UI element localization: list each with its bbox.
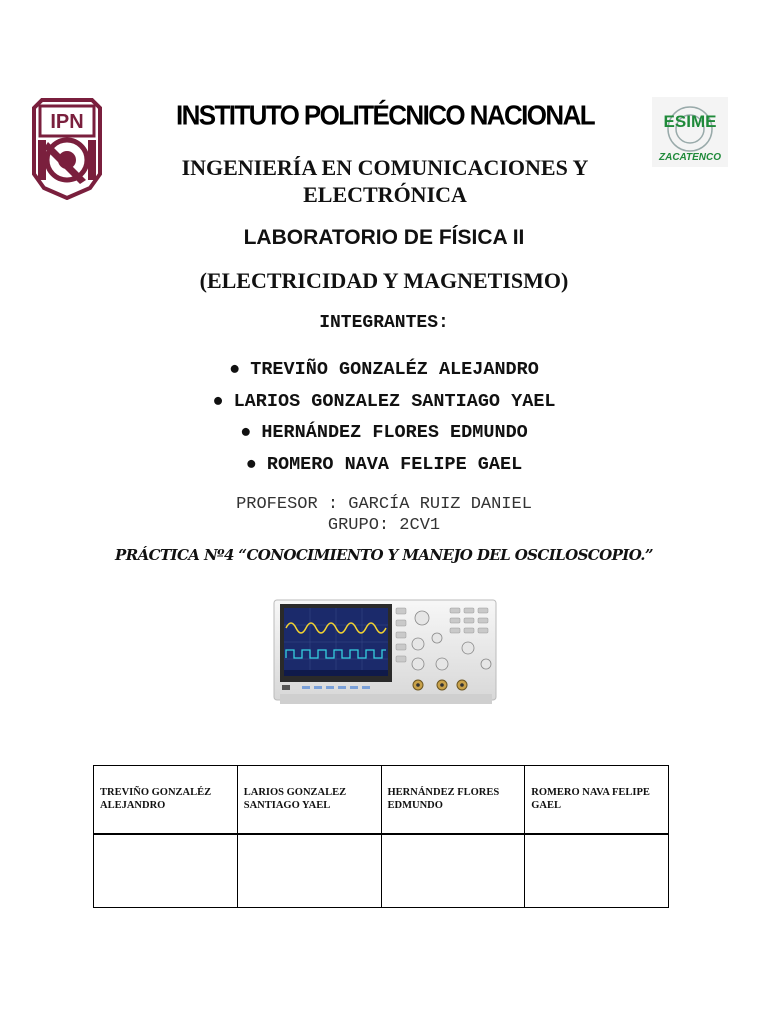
member-name: TREVIÑO GONZALÉZ ALEJANDRO (250, 359, 539, 380)
oscilloscope-image (272, 590, 500, 710)
table-header-cell: TREVIÑO GONZALÉZ ALEJANDRO (94, 766, 238, 835)
esime-logo (652, 97, 728, 167)
signature-table (93, 765, 669, 908)
table-header-cell: LARIOS GONZALEZ SANTIAGO YAEL (237, 766, 381, 835)
ipn-logo (30, 96, 104, 200)
group-label: GRUPO: 2CV1 (327, 516, 441, 535)
member-item (0, 388, 768, 420)
member-name: LARIOS GONZALEZ SANTIAGO YAEL (233, 390, 556, 412)
svg-text:ZACATENCO: ZACATENCO (658, 152, 722, 163)
table-header-row (94, 766, 669, 835)
institution-title: INSTITUTO POLITÉCNICO NACIONAL (175, 98, 595, 132)
signature-cell (237, 834, 381, 908)
professor-block (0, 494, 768, 536)
table-header-cell: ROMERO NAVA FELIPE GAEL (525, 766, 669, 835)
bullet-icon: ● (229, 359, 241, 380)
bullet-icon: ● (212, 390, 224, 412)
integrantes-label: INTEGRANTES: (319, 313, 449, 333)
svg-text:IPN: IPN (50, 111, 84, 133)
bullet-icon: ● (245, 453, 257, 475)
member-name: HERNÁNDEZ FLORES EDMUNDO (261, 422, 528, 443)
members-list (0, 356, 768, 482)
member-item (0, 356, 768, 388)
professor-name: PROFESOR : GARCÍA RUIZ DANIEL (236, 495, 532, 514)
signature-cell (525, 834, 669, 908)
member-item (0, 451, 768, 483)
career-title: INGENIERÍA EN COMUNICACIONES Y ELECTRÓNICA (181, 155, 589, 207)
lab-subtitle: (ELECTRICIDAD Y MAGNETISMO) (199, 268, 569, 293)
member-name: ROMERO NAVA FELIPE GAEL (266, 453, 523, 475)
signature-cell (381, 834, 525, 908)
practice-title: PRÁCTICA Nº4 “CONOCIMIENTO Y MANEJO DEL OSCILOSCOPIO.” (115, 546, 653, 564)
signature-cell (94, 834, 238, 908)
lab-title: LABORATORIO DE FÍSICA II (243, 226, 525, 249)
bullet-icon: ● (240, 422, 252, 443)
member-item (0, 419, 768, 451)
signature-row (94, 834, 669, 908)
table-header-cell: HERNÁNDEZ FLORES EDMUNDO (381, 766, 525, 835)
svg-text:ESIME: ESIME (663, 112, 717, 131)
